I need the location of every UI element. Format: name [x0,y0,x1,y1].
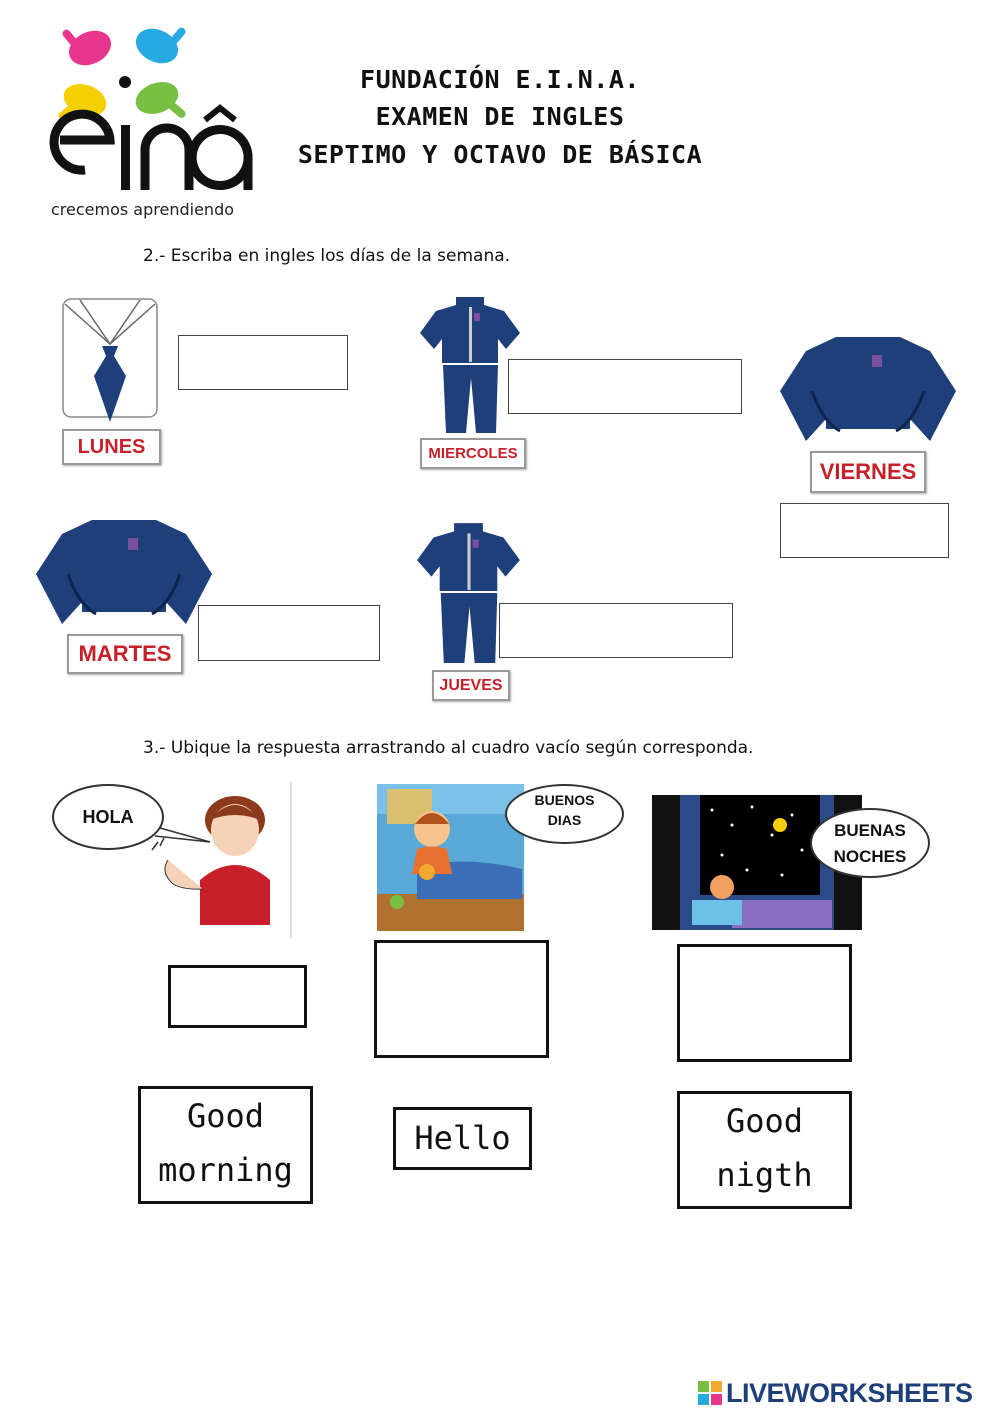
day-label-martes: MARTES [67,634,183,674]
liveworksheets-icon [698,1381,722,1405]
shirt-tie-image [60,296,160,426]
header-line-3: SEPTIMO Y OCTAVO DE BÁSICA [297,140,703,169]
sweater-image-1 [776,333,960,451]
option-hello[interactable]: Hello [393,1107,532,1170]
logo [45,20,260,225]
section2-instruction: 2.- Escriba en ingles los días de la semana. [143,246,511,266]
liveworksheets-logo [698,1378,973,1408]
section3-instruction: 3.- Ubique la respuesta arrastrando al cuadro vacío según corresponda. [143,738,754,758]
day-label-jueves: JUEVES [432,670,510,701]
day-label-viernes: VIERNES [810,451,926,493]
option-good-morning-line-2: morning [158,1151,293,1189]
bubble-buenos-dias-line-2: DIAS [547,812,582,828]
bubble-buenos-dias-line-1: BUENOS [534,792,595,808]
answer-box-martes[interactable] [198,605,380,661]
bubble-buenos-dias [505,784,624,844]
drop-target-buenas-noches[interactable] [677,944,852,1062]
option-good-morning-line-1: Good [186,1097,265,1135]
option-good-night-line-2: nigth [716,1156,813,1194]
bubble-buenas-noches-line-1: BUENAS [834,821,906,840]
logo-tagline: crecemos aprendiendo [51,200,235,219]
drop-target-buenos-dias[interactable] [374,940,549,1058]
sweater-image-2 [32,516,216,634]
day-label-miercoles: MIERCOLES [420,438,526,469]
hands-logo-icon [45,20,260,195]
answer-box-viernes[interactable] [780,503,949,558]
option-good-night[interactable] [677,1091,852,1209]
bubble-hola: HOLA [52,784,164,850]
boy-waking-image [377,784,524,931]
answer-box-jueves[interactable] [499,603,733,658]
bubble-buenas-noches [810,808,930,878]
bubble-buenas-noches-line-2: NOCHES [833,847,907,866]
answer-box-lunes[interactable] [178,335,348,390]
option-good-morning[interactable] [138,1086,313,1204]
drop-target-hola[interactable] [168,965,307,1028]
answer-box-miercoles[interactable] [508,359,742,414]
header-line-1: FUNDACIÓN E.I.N.A. [360,65,640,94]
header-line-2: EXAMEN DE INGLES [375,102,625,131]
day-label-lunes: LUNES [62,429,161,465]
footer-brand: LIVEWORKSHEETS [726,1377,973,1408]
option-good-night-line-1: Good [725,1102,804,1140]
